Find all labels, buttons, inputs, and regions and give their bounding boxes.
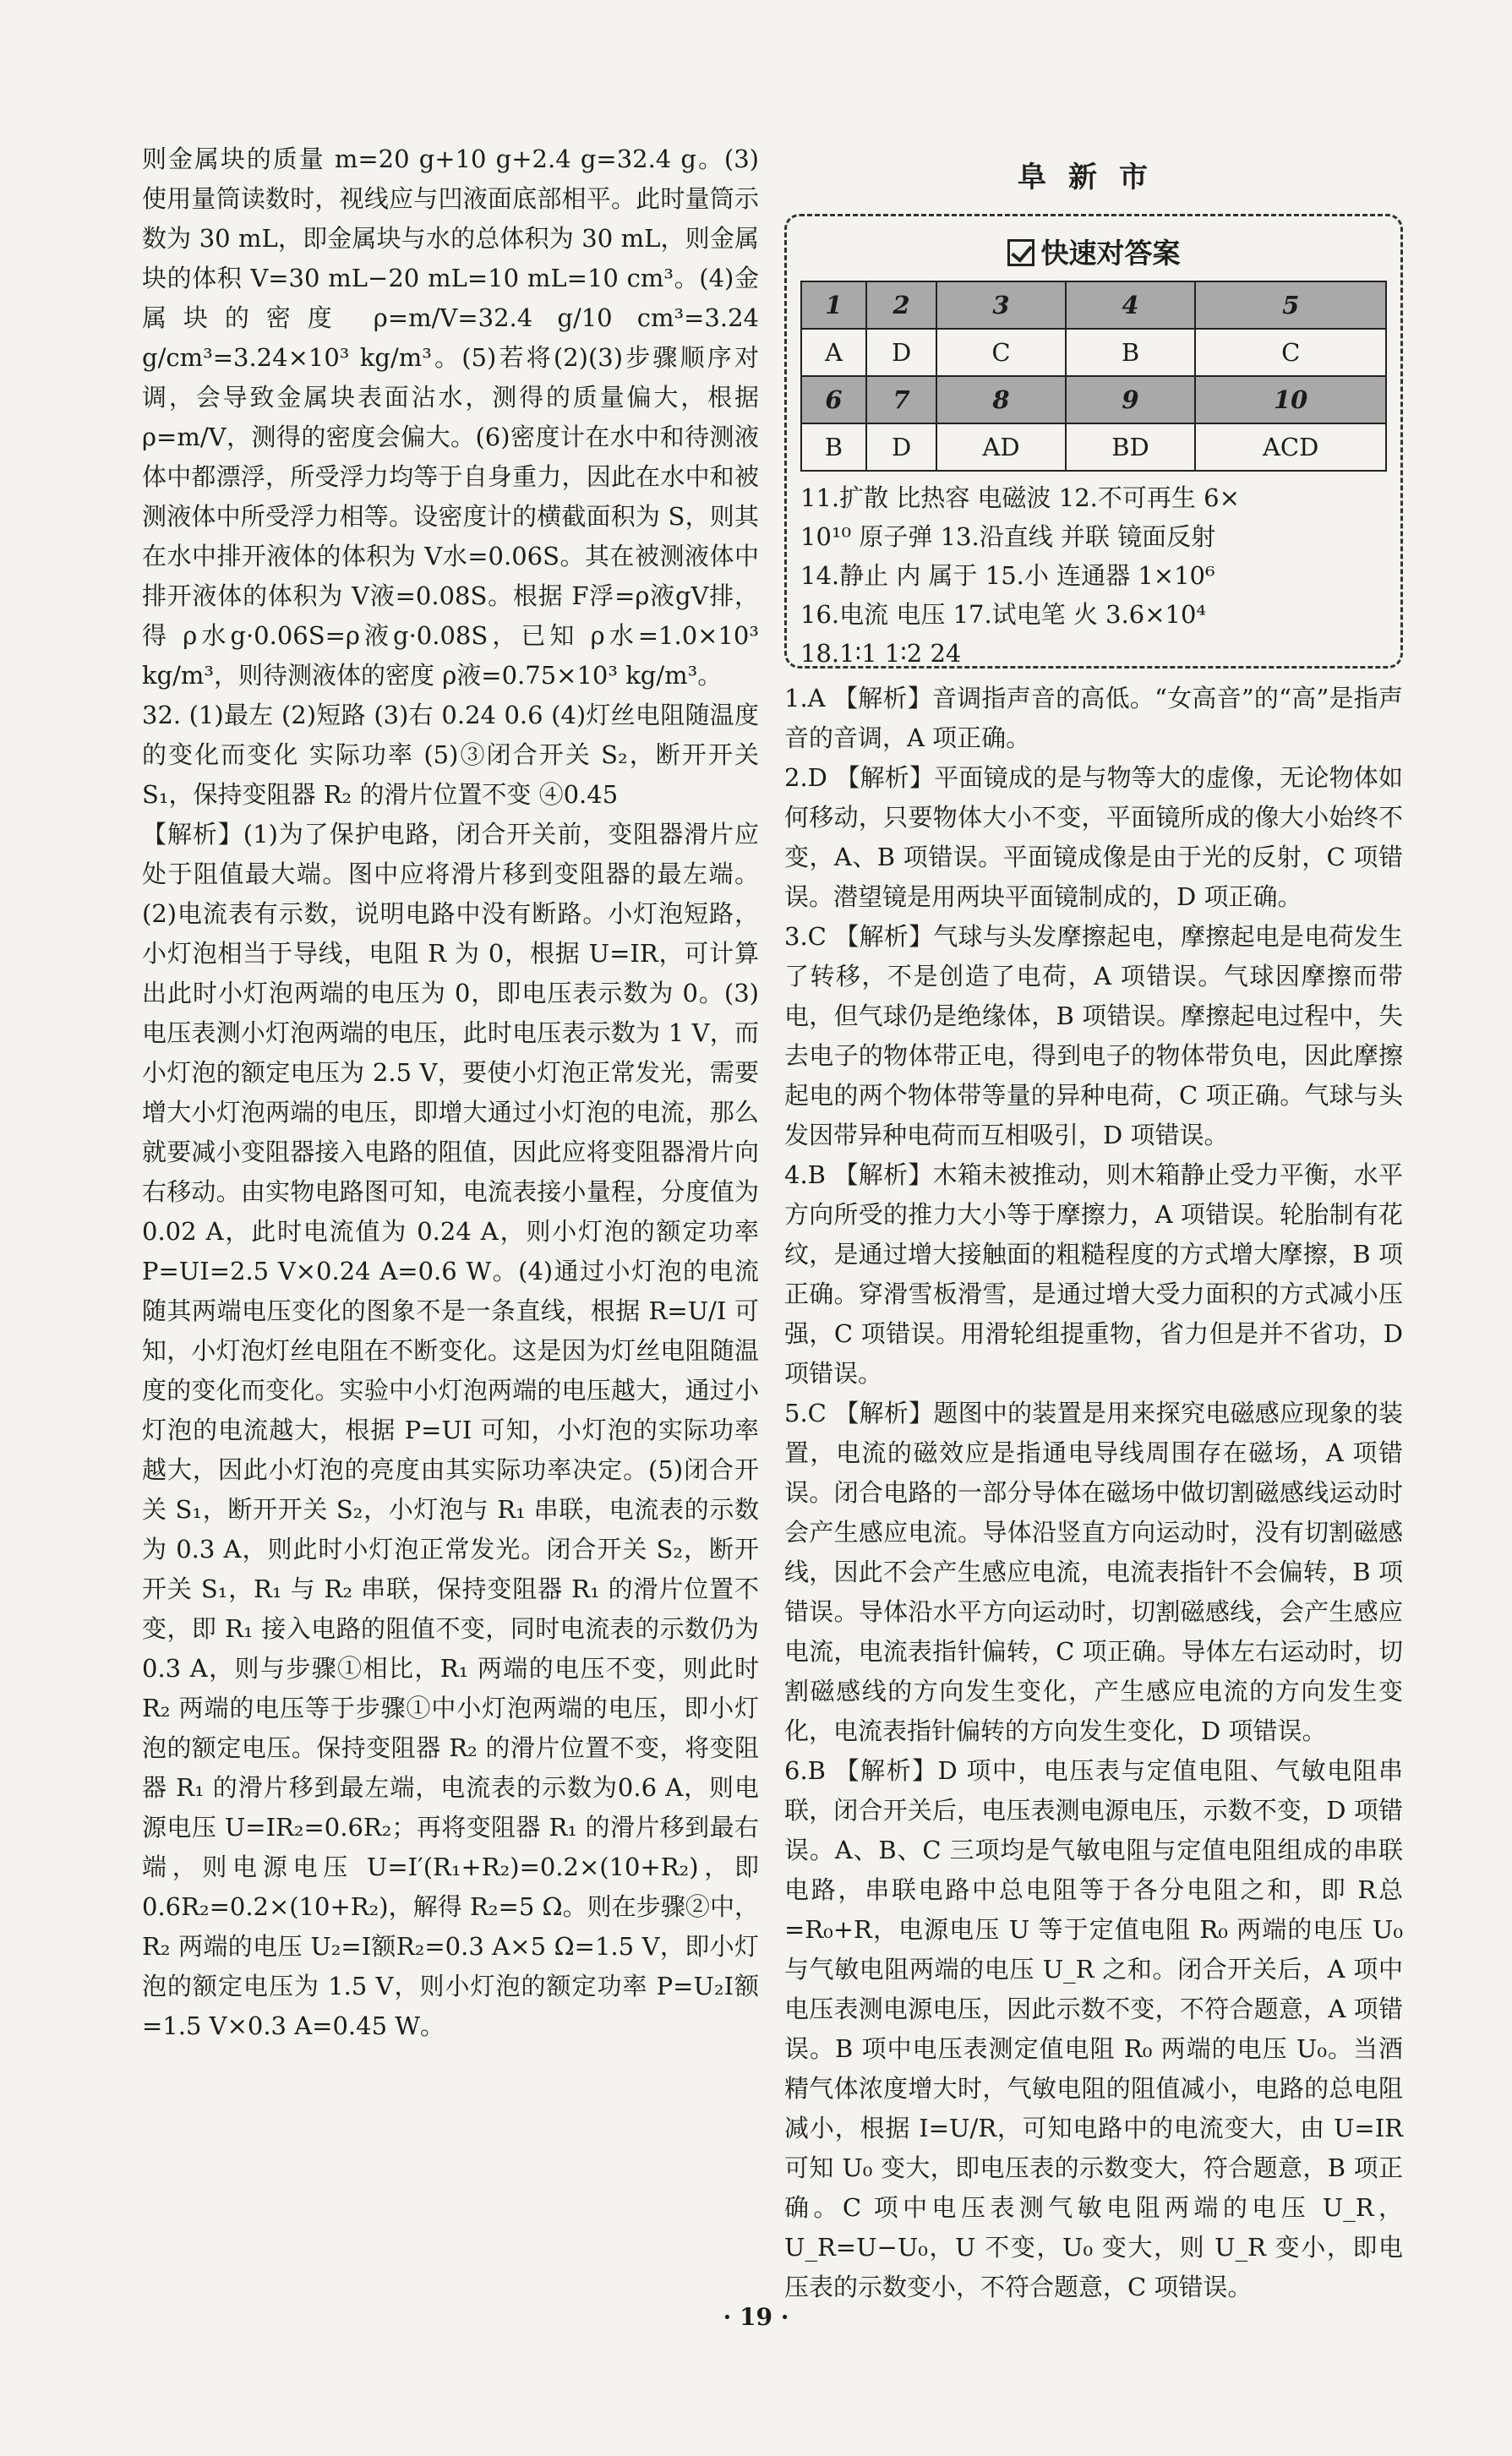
table-cell: A bbox=[801, 329, 866, 376]
quick-answer-title bbox=[800, 233, 1387, 272]
fill-in-answers bbox=[800, 478, 1387, 673]
table-row-numbers bbox=[801, 376, 1386, 423]
fill-line: 11.扩散 比热容 电磁波 12.不可再生 6× bbox=[800, 483, 1240, 512]
table-row-answers bbox=[801, 329, 1386, 376]
solution-1: 1.A 【解析】音调指声音的高低。“女高音”的“高”是指声音的音调，A 项正确。 bbox=[784, 684, 1403, 752]
table-cell: 1 bbox=[801, 281, 866, 329]
table-cell: 6 bbox=[801, 376, 866, 423]
table-cell: D bbox=[866, 329, 936, 376]
table-cell: B bbox=[1066, 329, 1196, 376]
table-cell: 8 bbox=[936, 376, 1065, 423]
checkbox-icon bbox=[1007, 239, 1034, 266]
fill-line: 18.1∶1 1∶2 24 bbox=[800, 639, 962, 668]
solution-2: 2.D 【解析】平面镜成的是与物等大的虚像，无论物体如何移动，只要物体大小不变，平面镜所成的像大小始终不变，A、B 项错误。平面镜成像是由于光的反射，C 项错误。潜望镜是用两块平面镜制成的，D 项正确。 bbox=[784, 763, 1403, 911]
quick-answer-title-text: 快速对答案 bbox=[1040, 236, 1181, 270]
right-column bbox=[784, 139, 1403, 2307]
page-number: · 19 · bbox=[723, 2303, 789, 2331]
left-column bbox=[142, 139, 759, 2046]
answer-table bbox=[800, 281, 1387, 472]
table-cell: AD bbox=[936, 423, 1065, 471]
city-heading: 阜新市 bbox=[1018, 161, 1170, 194]
solution-5: 5.C 【解析】题图中的装置是用来探究电磁感应现象的装置，电流的磁效应是指通电导线周围存在磁场，A 项错误。闭合电路的一部分导体在磁场中做切割磁感线运动时会产生感应电流。导体沿竖直方向运动时，没有切割磁感线，因此不会产生感应电流，电流表指针不会偏转，B 项错误。导体沿水平方向运动时，切割磁感线，会产生感应电流，电流表指针偏转，C 项正确。导体左右运动时，切割磁感线的方向发生变化，产生感应电流的方向发生变化，电流表指针偏转的方向发生变化，D 项错误。 bbox=[784, 1399, 1403, 1745]
table-cell: BD bbox=[1066, 423, 1196, 471]
solution-4: 4.B 【解析】木箱未被推动，则木箱静止受力平衡，水平方向所受的推力大小等于摩擦力，A 项错误。轮胎制有花纹，是通过增大接触面的粗糙程度的方式增大摩擦，B 项正确。穿滑雪板滑雪，是通过增大受力面积的方式减小压强，C 项错误。用滑轮组提重物，省力但是并不省功，D 项错误。 bbox=[784, 1160, 1403, 1388]
table-cell: 3 bbox=[936, 281, 1065, 329]
quick-answer-box bbox=[784, 214, 1403, 669]
table-row-numbers bbox=[801, 281, 1386, 329]
table-cell: ACD bbox=[1195, 423, 1386, 471]
table-cell: C bbox=[936, 329, 1065, 376]
table-cell: 9 bbox=[1066, 376, 1196, 423]
fill-line: 16.电流 电压 17.试电笔 火 3.6×10⁴ bbox=[800, 600, 1207, 629]
solution-3: 3.C 【解析】气球与头发摩擦起电，摩擦起电是电荷发生了转移，不是创造了电荷，A 项错误。气球因摩擦而带电，但气球仍是绝缘体，B 项错误。摩擦起电过程中，失去电子的物体带正电，得到电子的物体带负电，因此摩擦起电的两个物体带等量的异种电荷，C 项正确。气球与头发因带异种电荷而互相吸引，D 项错误。 bbox=[784, 922, 1403, 1149]
fill-line: 10¹⁰ 原子弹 13.沿直线 并联 镜面反射 bbox=[800, 522, 1216, 551]
table-cell: 5 bbox=[1195, 281, 1386, 329]
table-cell: 7 bbox=[866, 376, 936, 423]
table-cell: 10 bbox=[1195, 376, 1386, 423]
table-cell: 2 bbox=[866, 281, 936, 329]
solution-32: 【解析】(1)为了保护电路，闭合开关前，变阻器滑片应处于阻值最大端。图中应将滑片移到变阻器的最左端。(2)电流表有示数，说明电路中没有断路。小灯泡短路，小灯泡相当于导线，电阻 R 为 0，根据 U=IR，可计算出此时小灯泡两端的电压为 0，即电压表示数为 0。(3)电压表测小灯泡两端的电压，此时电压表示数为 1 V，而小灯泡的额定电压为 2.5 V，要使小灯泡正常发光，需要增大小灯泡两端的电压，即增大通过小灯泡的电流，那么就要减小变阻器接入电路的阻值，因此应将变阻器滑片向右移动。由实物电路图可知，电流表接小量程，分度值为 0.02 A，此时电流值为 0.24 A，则小灯泡的额定功率 P=UI=2.5 V×0.24 A=0.6 W。(4)通过小灯泡的电流随其两端电压变化的图象不是一条直线，根据 R=U/I 可知，小灯泡灯丝电阻在不断变化。这是因为灯丝电阻随温度的变化而变化。实验中小灯泡两端的电压越大，通过小灯泡的电流越大，根据 P=UI 可知，小灯泡的实际功率越大，因此小灯泡的亮度由其实际功率决定。(5)闭合开关 S₁，断开开关 S₂，小灯泡与 R₁ 串联，电流表的示数为 0.3 A，则此时小灯泡正常发光。闭合开关 S₂，断开开关 S₁，R₁ 与 R₂ 串联，保持变阻器 R₁ 的滑片位置不变，即 R₁ 接入电路的阻值不变，同时电流表的示数仍为 0.3 A，则与步骤①相比，R₁ 两端的电压不变，则此时 R₂ 两端的电压等于步骤①中小灯泡两端的电压，即小灯泡的额定电压。保持变阻器 R₂ 的滑片位置不变，将变阻器 R₁ 的滑片移到最左端，电流表的示数为0.6 A，则电源电压 U=IR₂=0.6R₂；再将变阻器 R₁ 的滑片移到最右端，则电源电压 U=I′(R₁+R₂)=0.2×(10+R₂)，即 0.6R₂=0.2×(10+R₂)，解得 R₂=5 Ω。则在步骤②中，R₂ 两端的电压 U₂=I额R₂=0.3 A×5 Ω=1.5 V，即小灯泡的额定电压为 1.5 V，则小灯泡的额定功率 P=U₂I额=1.5 V×0.3 A=0.45 W。 bbox=[142, 820, 759, 2040]
table-cell: D bbox=[866, 423, 936, 471]
fill-line: 14.静止 内 属于 15.小 连通器 1×10⁶ bbox=[800, 561, 1215, 590]
table-cell: 4 bbox=[1066, 281, 1196, 329]
table-row-answers bbox=[801, 423, 1386, 471]
answer-32: 32. (1)最左 (2)短路 (3)右 0.24 0.6 (4)灯丝电阻随温度的变化而变化 实际功率 (5)③闭合开关 S₂，断开开关 S₁，保持变阻器 R₂ 的滑片位置不变 ④0.45 bbox=[142, 701, 759, 809]
table-cell: B bbox=[801, 423, 866, 471]
solution-6: 6.B 【解析】D 项中，电压表与定值电阻、气敏电阻串联，闭合开关后，电压表测电源电压，示数不变，D 项错误。A、B、C 三项均是气敏电阻与定值电阻组成的串联电路，串联电路中总电阻等于各分电阻之和，即 R总=R₀+R，电源电压 U 等于定值电阻 R₀ 两端的电压 U₀ 与气敏电阻两端的电压 U_R 之和。闭合开关后，A 项中电压表测电源电压，因此示数不变，不符合题意，A 项错误。B 项中电压表测定值电阻 R₀ 两端的电压 U₀。当酒精气体浓度增大时，气敏电阻的阻值减小，电路的总电阻减小，根据 I=U/R，可知电路中的电流变大，由 U=IR 可知 U₀ 变大，即电压表的示数变大，符合题意，B 项正确。C 项中电压表测气敏电阻两端的电压 U_R，U_R=U−U₀，U 不变，U₀ 变大，则 U_R 变小，即电压表的示数变小，不符合题意，C 项错误。 bbox=[784, 1756, 1403, 2301]
table-cell: C bbox=[1195, 329, 1386, 376]
solution-31-continued: 则金属块的质量 m=20 g+10 g+2.4 g=32.4 g。(3)使用量筒读数时，视线应与凹液面底部相平。此时量筒示数为 30 mL，即金属块与水的总体积为 30 mL，则金属块的体积 V=30 mL−20 mL=10 mL=10 cm³。(4)金属块的密度 ρ=m/V=32.4 g/10 cm³=3.24 g/cm³=3.24×10³ kg/m³。(5)若将(2)(3)步骤顺序对调，会导致金属块表面沾水，测得的质量偏大，根据ρ=m/V，测得的密度会偏大。(6)密度计在水中和待测液体中都漂浮，所受浮力均等于自身重力，因此在水中和被测液体中所受浮力相等。设密度计的横截面积为 S，则其在水中排开液体的体积为 V水=0.06S。其在被测液体中排开液体的体积为 V液=0.08S。根据 F浮=ρ液gV排，得 ρ水g·0.06S=ρ液g·0.08S，已知 ρ水=1.0×10³ kg/m³，则待测液体的密度 ρ液=0.75×10³ kg/m³。 bbox=[142, 145, 759, 690]
